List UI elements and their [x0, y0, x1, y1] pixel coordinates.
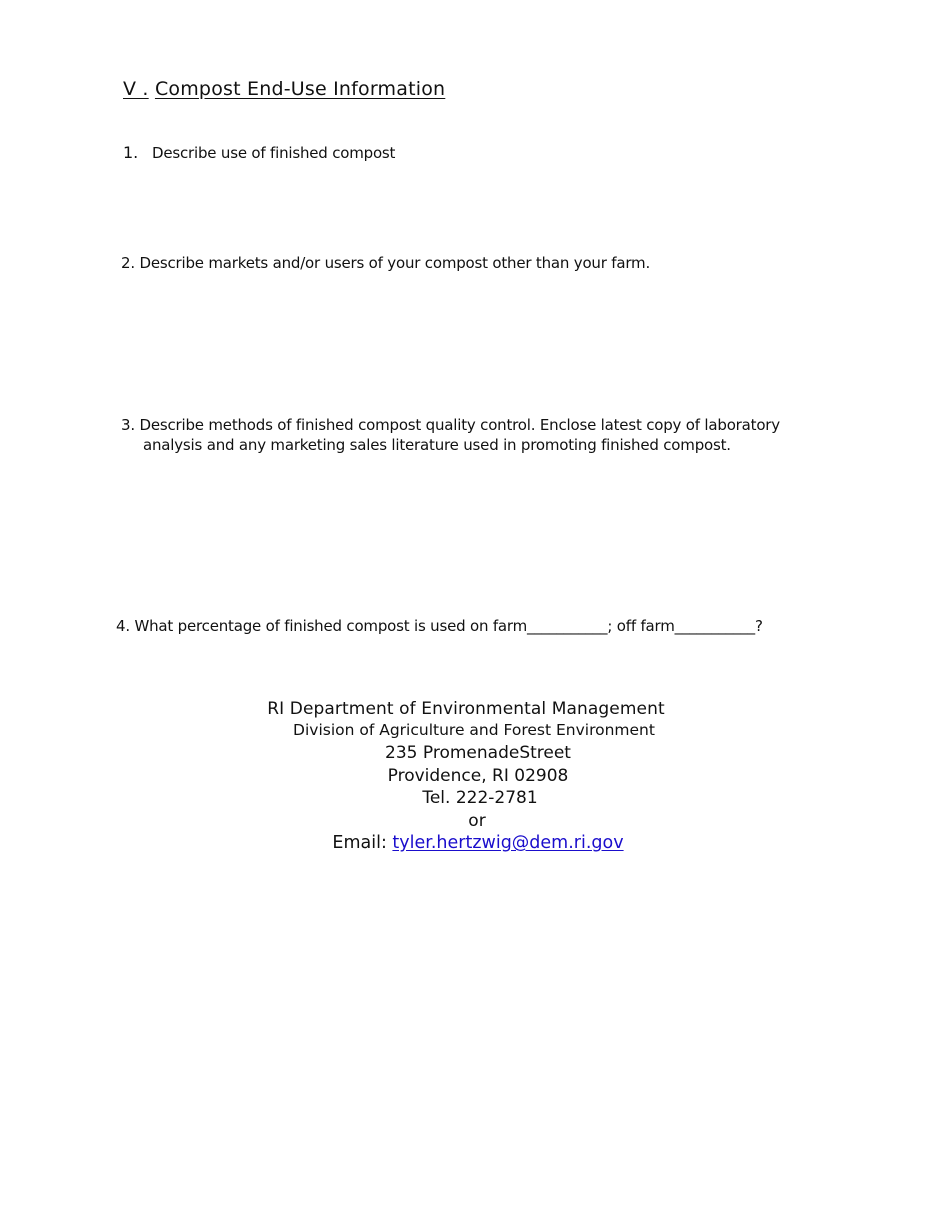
email-link[interactable]: tyler.hertzwig@dem.ri.gov — [392, 833, 624, 853]
question-4-text: 4. What percentage of finished compost is used on farm___________; off farm___________? — [116, 617, 763, 635]
contact-division: Division of Agriculture and Forest Environment — [293, 721, 655, 739]
contact-street: 235 PromenadeStreet — [385, 743, 571, 763]
question-3-text-line-1: 3. Describe methods of finished compost quality control. Enclose latest copy of laboratory — [121, 416, 780, 434]
question-2-text: 2. Describe markets and/or users of your compost other than your farm. — [121, 254, 651, 272]
contact-email-line — [3, 833, 950, 853]
section-heading — [123, 78, 445, 100]
question-3-text-line-2: analysis and any marketing sales literature used in promoting finished compost. — [143, 436, 731, 454]
contact-telephone: Tel. 222-2781 — [422, 788, 538, 808]
email-label: Email: — [332, 833, 387, 853]
section-number: V . — [123, 78, 149, 100]
question-1-number: 1. — [123, 143, 139, 162]
contact-or: or — [468, 811, 486, 831]
section-title: Compost End-Use Information — [154, 78, 446, 100]
contact-department: RI Department of Environmental Management — [267, 699, 665, 719]
question-1-text: Describe use of finished compost — [152, 144, 396, 162]
contact-city: Providence, RI 02908 — [387, 766, 569, 786]
